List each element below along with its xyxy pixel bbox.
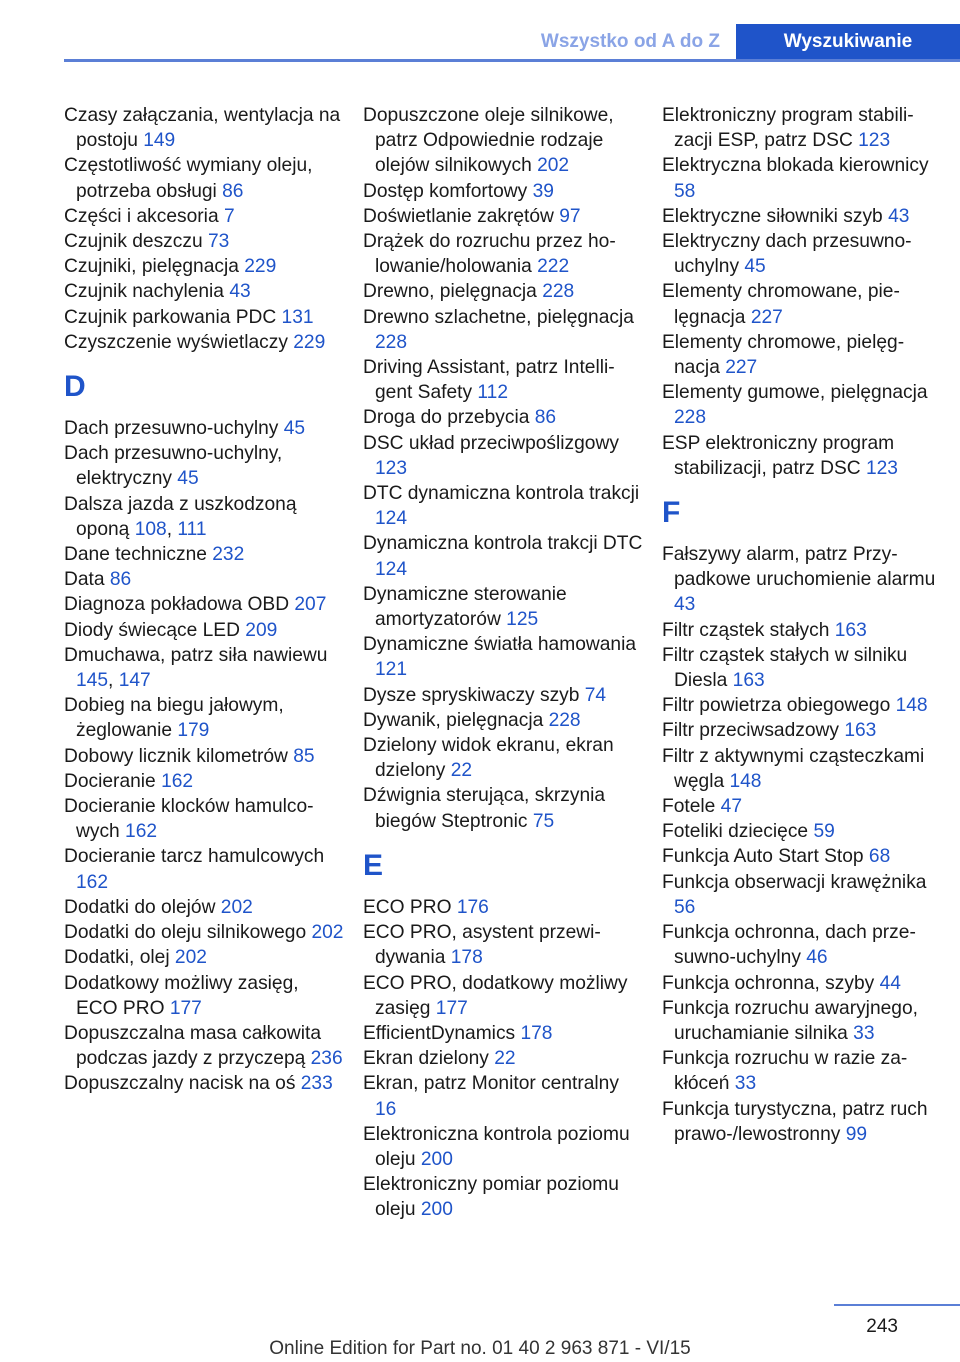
index-entry — [363, 103, 643, 179]
index-entry — [662, 153, 942, 203]
index-column-2 — [363, 103, 643, 1268]
index-entry-text: ESP elektroniczny program stabilizacji, patrz DSC — [662, 432, 895, 479]
index-letter-heading: D — [64, 370, 86, 404]
index-entry — [64, 744, 344, 769]
index-entry — [662, 718, 942, 743]
index-entry-text: Drążek do rozruchu przez holowanie/holowania — [363, 231, 616, 278]
page-link[interactable]: 227 — [725, 357, 758, 379]
footer-divider — [834, 1304, 960, 1306]
page-link[interactable]: 209 — [245, 619, 278, 641]
page-link[interactable]: 178 — [450, 947, 483, 969]
index-entry-text: Foteliki dziecięce — [662, 821, 814, 843]
page-link[interactable]: 111 — [177, 518, 207, 540]
index-entry — [64, 693, 344, 743]
page-link[interactable]: 202 — [537, 155, 570, 177]
page-link[interactable]: 46 — [806, 947, 828, 969]
page-link[interactable]: 43 — [674, 594, 696, 616]
index-entry — [363, 1021, 643, 1046]
index-entry-text: Funkcja ochronna, dach przesuwno-uchylny — [662, 922, 916, 969]
page-link[interactable]: 200 — [420, 1199, 453, 1221]
index-entry-text: Dach przesuwno-uchylny — [64, 418, 284, 440]
page-link[interactable]: 162 — [161, 770, 194, 792]
index-entry-text: Czyszczenie wyświetlaczy — [64, 331, 294, 353]
index-entry-text: Docieranie — [64, 770, 162, 792]
index-entry-text: Dopuszczalny nacisk na oś — [64, 1073, 301, 1095]
index-entry — [64, 229, 344, 254]
index-entry — [662, 693, 942, 718]
index-entry — [662, 744, 942, 794]
page-link[interactable]: 85 — [293, 745, 315, 767]
page-link[interactable]: 222 — [537, 256, 570, 278]
index-entry-text: Data — [64, 569, 110, 591]
page-link[interactable]: 99 — [845, 1123, 868, 1145]
index-entry — [662, 204, 942, 229]
index-entry-text: Elektryczne siłowniki szyb — [662, 205, 889, 227]
index-entry-text: Czujnik nachylenia — [64, 281, 230, 303]
index-entry-text: Czujnik deszczu — [64, 231, 208, 253]
index-entry-text: DSC układ przeciwpoślizgowy — [363, 432, 619, 454]
page-link[interactable]: 97 — [559, 205, 581, 227]
index-entry — [662, 920, 942, 970]
index-entry-text: EfficientDynamics — [363, 1022, 521, 1044]
index-entry-text: Dodatki do oleju silnikowego — [64, 922, 312, 944]
page-link[interactable]: 86 — [534, 407, 557, 429]
page-link[interactable]: 145 — [76, 670, 109, 692]
index-letter-heading: F — [662, 496, 681, 530]
page-link[interactable]: 177 — [435, 997, 468, 1019]
index-entry — [662, 279, 942, 329]
index-entry-text: Dopuszczone oleje silnikowe, patrz Odpowiednie rodzaje olejów silnikowych — [363, 105, 614, 177]
page-link[interactable]: 236 — [310, 1048, 343, 1070]
index-entry — [64, 920, 344, 945]
index-entry — [662, 1097, 942, 1147]
index-entry-text: Drewno szlachetne, pielęgnacja — [363, 306, 634, 328]
page-link[interactable]: 202 — [220, 896, 253, 918]
page-link[interactable]: 125 — [506, 609, 539, 631]
page-link[interactable]: 200 — [420, 1148, 453, 1170]
index-entry — [64, 204, 344, 229]
index-entry-text: Fotele — [662, 796, 721, 818]
index-entry-text: Elementy gumowe, pielęgnacja — [662, 382, 928, 404]
page-link[interactable]: 229 — [293, 331, 326, 353]
page-link[interactable]: 45 — [744, 256, 766, 278]
index-entry-text: Dywanik, pielęgnacja — [363, 709, 549, 731]
index-entry-text: Elektroniczny program stabilizacji ESP, patrz DSC — [662, 105, 914, 152]
index-entry — [64, 592, 344, 617]
index-column-1 — [64, 103, 344, 1268]
page-link[interactable]: 22 — [494, 1048, 516, 1070]
index-entry — [363, 1071, 643, 1121]
page-link[interactable]: 207 — [294, 594, 327, 616]
page-link[interactable]: 179 — [177, 720, 210, 742]
index-entry — [363, 708, 643, 733]
page-link[interactable]: 45 — [177, 468, 199, 490]
index-entry — [662, 844, 942, 869]
index-entry-text: ECO PRO, dodatkowy możliwy zasięg — [363, 972, 628, 1019]
page-link[interactable]: 123 — [865, 457, 898, 479]
index-entry — [64, 567, 344, 592]
index-entry-text: Doświetlanie zakrętów — [363, 205, 560, 227]
index-entry — [64, 618, 344, 643]
page-link[interactable]: 86 — [222, 180, 244, 202]
index-entry — [662, 103, 942, 153]
index-entry-text: Diody świecące LED — [64, 619, 246, 641]
page-link[interactable]: 108 — [134, 518, 167, 540]
page-link[interactable]: 228 — [375, 331, 408, 353]
index-entry — [662, 380, 942, 430]
index-entry-text: Docieranie klocków hamulcowych — [64, 796, 314, 843]
tab-search[interactable]: Wyszukiwanie — [736, 24, 960, 62]
index-entry — [662, 618, 942, 643]
page-link[interactable]: 163 — [732, 670, 765, 692]
page-link[interactable]: 176 — [456, 896, 489, 918]
index-columns — [64, 103, 934, 1268]
index-entry — [64, 945, 344, 970]
page-link[interactable]: 123 — [858, 130, 891, 152]
index-entry — [64, 895, 344, 920]
index-entry — [64, 416, 344, 441]
index-entry-text: Czujnik parkowania PDC — [64, 306, 282, 328]
index-entry-text: Dzielony widok ekranu, ekran dzielony — [363, 735, 614, 782]
index-entry — [662, 971, 942, 996]
index-entry — [64, 441, 344, 491]
index-entry-text: Elektryczny dach przesuwno-uchylny — [662, 231, 912, 278]
index-entry-text: Dynamiczne światła hamowania — [363, 634, 637, 656]
index-entry — [662, 996, 942, 1046]
index-entry-text: Filtr przeciwsadzowy — [662, 720, 845, 742]
page-link[interactable]: 177 — [169, 997, 202, 1019]
index-entry-text: Dysze spryskiwaczy szyb — [363, 684, 585, 706]
index-entry — [363, 305, 643, 355]
index-entry-text: Filtr powietrza obiegowego — [662, 695, 896, 717]
index-letter-heading: E — [363, 848, 384, 882]
index-entry-text: Dodatki do olejów — [64, 896, 221, 918]
index-entry-text: Funkcja rozruchu awaryjnego, uruchamianie silnika — [662, 997, 918, 1044]
index-entry-text: Dobieg na biegu jałowym, żeglowanie — [64, 695, 284, 742]
page-link[interactable]: 162 — [125, 821, 158, 843]
index-entry-text: Dopuszczalna masa całkowita podczas jazdy z przyczepą — [64, 1022, 322, 1070]
index-entry — [64, 1021, 344, 1071]
index-entry-text: Droga do przebycia — [363, 407, 535, 429]
index-entry-text: Driving Assistant, patrz Intelligent Safety — [363, 357, 615, 404]
index-entry — [363, 1122, 643, 1172]
page-link[interactable]: 74 — [584, 684, 607, 706]
index-entry — [363, 582, 643, 632]
index-entry-text: Dmuchawa, patrz siła nawiewu — [64, 644, 328, 666]
page-link[interactable]: 233 — [300, 1073, 333, 1095]
index-entry — [662, 1046, 942, 1096]
page-link[interactable]: 124 — [375, 558, 408, 580]
page-link[interactable]: 148 — [895, 695, 928, 717]
page-link[interactable]: 228 — [674, 407, 707, 429]
index-entry-text: Dalsza jazda z uszkodzoną oponą — [64, 493, 297, 540]
index-entry-text: Drewno, pielęgnacja — [363, 281, 543, 303]
index-entry-text: Ekran, patrz Monitor centralny — [363, 1073, 619, 1095]
page-link[interactable]: 163 — [844, 720, 877, 742]
index-entry-text: Czujniki, pielęgnacja — [64, 256, 245, 278]
index-entry — [64, 153, 344, 203]
index-entry — [662, 819, 942, 844]
index-entry-text: Elektroniczny pomiar poziomu oleju — [363, 1174, 619, 1221]
page-link[interactable]: 59 — [813, 821, 835, 843]
index-entry — [64, 1071, 344, 1096]
index-entry-text: ECO PRO — [363, 896, 457, 918]
page-link[interactable]: 47 — [720, 796, 743, 818]
page-link[interactable]: 22 — [450, 760, 473, 782]
page-link[interactable]: 73 — [207, 231, 230, 253]
index-entry-text: Filtr z aktywnymi cząsteczkami węgla — [662, 745, 925, 792]
index-entry — [64, 103, 344, 153]
index-entry — [363, 1046, 643, 1071]
index-entry-text: Fałszywy alarm, patrz Przypadkowe uruchomienie alarmu — [662, 544, 936, 591]
index-entry — [64, 769, 344, 794]
index-entry-text: Dobowy licznik kilometrów — [64, 745, 294, 767]
page-link[interactable]: 202 — [174, 947, 207, 969]
index-entry — [662, 542, 942, 618]
page-link[interactable]: 202 — [311, 922, 344, 944]
index-entry-text: Ekran dzielony — [363, 1048, 495, 1070]
index-entry-text: Elementy chromowane, pielęgnacja — [662, 281, 900, 328]
page-link[interactable]: 124 — [375, 508, 408, 530]
page-link[interactable]: 33 — [853, 1022, 875, 1044]
index-entry-text: Czasy załączania, wentylacja na postoju — [64, 105, 341, 152]
section-tab-a-to-z[interactable]: Wszystko od A do Z — [525, 24, 736, 59]
page-link[interactable]: 131 — [281, 306, 314, 328]
index-entry — [363, 431, 643, 481]
index-entry — [64, 330, 344, 355]
index-entry — [363, 279, 643, 304]
index-entry — [64, 305, 344, 330]
index-entry-text: Dynamiczne sterowanie amortyzatorów — [363, 583, 567, 631]
index-entry-text: Funkcja rozruchu w razie zakłóceń — [662, 1048, 908, 1095]
page-link[interactable]: 43 — [888, 205, 910, 227]
index-entry: Dmuchawa, patrz siła nawiewu 145, 147 — [64, 644, 328, 692]
index-entry-text: Częstotliwość wymiany oleju, potrzeba obsługi — [64, 155, 313, 202]
index-entry — [662, 229, 942, 279]
page-link[interactable]: 149 — [143, 130, 176, 152]
index-entry-text: Funkcja turystyczna, patrz ruch prawo-/lewostronny — [662, 1098, 928, 1145]
page-header — [0, 0, 960, 62]
page-link[interactable]: 44 — [879, 972, 901, 994]
index-entry-text: Docieranie tarcz hamulcowych — [64, 846, 325, 868]
page-link[interactable]: 147 — [118, 670, 151, 692]
page-link[interactable]: 16 — [375, 1098, 397, 1120]
index-entry — [363, 531, 643, 581]
index-entry-text: Funkcja Auto Start Stop — [662, 846, 869, 868]
index-entry — [662, 794, 942, 819]
index-entry: Dalsza jazda z uszkodzoną oponą 108, 111 — [64, 493, 297, 540]
index-entry — [363, 355, 643, 405]
index-entry — [363, 733, 643, 783]
index-entry — [363, 632, 643, 682]
index-entry — [363, 920, 643, 970]
index-entry-text: Dane techniczne — [64, 544, 213, 566]
index-entry — [363, 405, 643, 430]
page-link[interactable]: 178 — [520, 1022, 553, 1044]
page-link[interactable]: 232 — [212, 544, 245, 566]
page-link[interactable]: 86 — [109, 569, 132, 591]
page-link[interactable]: 58 — [674, 180, 696, 202]
page-link[interactable]: 227 — [750, 306, 783, 328]
index-entry-text: Diagnoza pokładowa OBD — [64, 594, 295, 616]
page-link[interactable]: 228 — [542, 281, 575, 303]
index-entry-text: Dynamiczna kontrola trakcji DTC — [363, 533, 643, 555]
index-entry-text: Elementy chromowe, pielęgnacja — [662, 331, 905, 379]
index-entry-text: Dach przesuwno-uchylny, elektryczny — [64, 443, 283, 490]
index-entry — [363, 229, 643, 279]
index-entry — [662, 431, 942, 481]
index-entry-text: Elektryczna blokada kierownicy — [662, 155, 929, 177]
page-link[interactable]: 45 — [283, 418, 306, 440]
page-link[interactable]: 123 — [375, 457, 408, 479]
index-entry-text: Dostęp komfortowy — [363, 180, 533, 202]
index-entry-text: ECO PRO, asystent przewidywania — [363, 922, 601, 969]
index-entry — [662, 330, 942, 380]
index-entry-text: Funkcja ochronna, szyby — [662, 972, 880, 994]
index-entry — [64, 794, 344, 844]
page-link[interactable]: 68 — [868, 846, 891, 868]
index-entry — [64, 844, 344, 894]
index-entry — [363, 683, 643, 708]
index-entry — [363, 783, 643, 833]
page-link[interactable]: 162 — [76, 871, 109, 893]
page-link[interactable]: 56 — [674, 896, 696, 918]
index-entry — [64, 254, 344, 279]
index-column-3 — [662, 103, 942, 1268]
index-entry-text: Dodatki, olej — [64, 947, 175, 969]
page-link[interactable]: 7 — [223, 205, 235, 227]
index-entry — [64, 542, 344, 567]
index-entry-text: Filtr cząstek stałych — [662, 619, 835, 641]
index-entry — [363, 179, 643, 204]
index-entry — [363, 481, 643, 531]
index-entry-text: Funkcja obserwacji krawężnika — [662, 871, 927, 893]
index-entry-text: Dźwignia sterująca, skrzynia biegów Steptronic — [363, 785, 606, 832]
index-entry-text: Elektroniczna kontrola poziomu oleju — [363, 1123, 630, 1170]
page-link[interactable]: 112 — [477, 382, 508, 404]
index-entry — [64, 971, 344, 1021]
index-entry — [363, 895, 643, 920]
page-number: 243 — [866, 1316, 898, 1337]
index-entry — [363, 204, 643, 229]
index-entry — [363, 1172, 643, 1222]
index-entry — [363, 971, 643, 1021]
page-link[interactable]: 33 — [734, 1073, 757, 1095]
page-link[interactable]: 148 — [729, 770, 762, 792]
header-divider — [64, 59, 960, 62]
page-link[interactable]: 75 — [532, 810, 555, 832]
index-entry-text: DTC dynamiczna kontrola trakcji — [363, 483, 640, 505]
page-link[interactable]: 39 — [532, 180, 554, 202]
index-entry-text: Dodatkowy możliwy zasięg, ECO PRO — [64, 972, 299, 1019]
page-link[interactable]: 163 — [834, 619, 867, 641]
edition-note: Online Edition for Part no. 01 40 2 963 871 - VI/15 — [269, 1338, 691, 1359]
index-entry — [662, 870, 942, 920]
page-link[interactable]: 121 — [375, 659, 408, 681]
page-link[interactable]: 229 — [244, 256, 277, 278]
page-link[interactable]: 43 — [229, 281, 251, 303]
index-entry-text: Części i akcesoria — [64, 205, 224, 227]
page-link[interactable]: 228 — [548, 709, 581, 731]
index-entry — [662, 643, 942, 693]
index-entry-text: Filtr cząstek stałych w silniku Diesla — [662, 644, 908, 692]
index-entry — [64, 279, 344, 304]
